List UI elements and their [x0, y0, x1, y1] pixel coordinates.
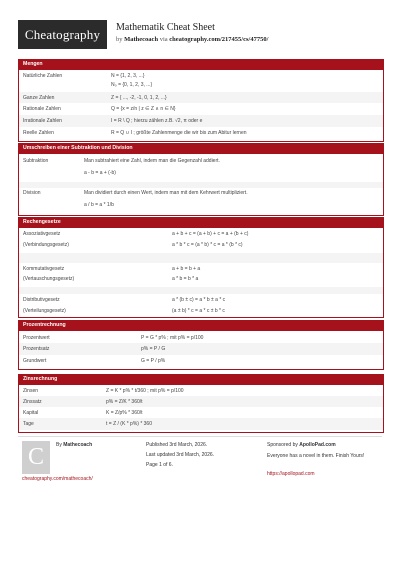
- section-title: Zinsrechnung: [19, 374, 383, 385]
- by-text: by: [116, 36, 123, 43]
- section-umschreiben: [18, 143, 384, 216]
- row-label: (Verbindungsgesetz): [23, 242, 69, 248]
- row-value: P = G * p% ; mit p% = p/100: [141, 335, 204, 341]
- row-value: Z = { ..., -2, -1, 0, 1, 2, ...}: [111, 95, 167, 101]
- row-value: a + b + c = (a + b) + c = a + (b + c): [172, 231, 249, 237]
- section-zinsrechnung: [18, 374, 384, 433]
- row-label: Kapital: [23, 410, 39, 416]
- section-title: Rechengesetze: [19, 217, 383, 228]
- table-row: [19, 407, 383, 418]
- row-label: Subtraktion: [23, 158, 49, 164]
- row-label: Zinsen: [23, 388, 39, 394]
- row-label: Zinssatz: [23, 399, 42, 405]
- section-rechengesetze: [18, 217, 384, 318]
- row-value: Man dividiert durch einen Wert, indem man mit dem Kehrwert multipliziert.: [84, 190, 248, 196]
- row-value: Man subtrahiert eine Zahl, indem man die Gegenzahl addiert.: [84, 158, 220, 164]
- author-name[interactable]: Mathecoach: [63, 442, 93, 448]
- section-prozentrechnung: [18, 320, 384, 370]
- row-value: I = R \ Q ; hierzu zählen z.B. √2, π oder e: [111, 118, 203, 124]
- row-value: p% = Z/K * 360/t: [106, 399, 143, 405]
- row-label: Reelle Zahlen: [23, 130, 54, 136]
- footer-byline: [56, 442, 92, 448]
- row-label: Rationale Zahlen: [23, 106, 61, 112]
- row-value: N = {1, 2, 3, ...}: [111, 73, 145, 79]
- table-row: [19, 343, 383, 355]
- table-row: [19, 70, 383, 81]
- table-row: [19, 228, 383, 239]
- cheatography-logo[interactable]: Cheatography: [18, 20, 107, 49]
- row-value: a * b = b * a: [172, 276, 199, 282]
- sponsor-name[interactable]: ApolloPad.com: [299, 442, 336, 448]
- row-label: Kommutativgesetz: [23, 266, 65, 272]
- via-text: via: [159, 36, 168, 43]
- author-profile-link[interactable]: cheatography.com/mathecoach/: [22, 476, 93, 482]
- row-label: Ganze Zahlen: [23, 95, 55, 101]
- table-row: [19, 188, 383, 215]
- table-row: [19, 331, 383, 343]
- section-title: Umschreiben einer Subtraktion und Division: [19, 143, 383, 154]
- table-row: [19, 81, 383, 92]
- sponsor-line: [267, 442, 336, 448]
- section-title: Prozentrechnung: [19, 320, 383, 331]
- table-row: [19, 127, 383, 139]
- row-label: Natürliche Zahlen: [23, 73, 63, 79]
- row-value: t = Z / (K * p%) * 360: [106, 421, 152, 427]
- row-value: N₀ = {0, 1, 2, 3, ...}: [111, 82, 153, 88]
- table-row: [19, 396, 383, 407]
- table-row: [19, 92, 383, 103]
- table-row: [19, 355, 383, 367]
- page-number: Page 1 of 6.: [146, 462, 173, 468]
- table-row: [19, 154, 383, 182]
- by-text: By: [56, 442, 62, 448]
- sponsor-text: Everyone has a novel in them. Finish Yours!: [267, 453, 365, 459]
- updated-date: Last updated 3rd March, 2026.: [146, 452, 215, 458]
- row-value: Q = {x = z/n | z ∈ Z ∧ n ∈ N}: [111, 106, 176, 112]
- sponsor-prefix: Sponsored by: [267, 442, 298, 448]
- row-value: a * (b ± c) = a * b ± a * c: [172, 297, 226, 303]
- row-label: Irrationale Zahlen: [23, 118, 62, 124]
- row-value: R = Q ∪ I ; größte Zahlenmenge die wir bis zum Abitur lernen: [111, 130, 247, 136]
- row-value: Z = K * p% * t/360 ; mit p% = p/100: [106, 388, 184, 394]
- row-formula: a / b = a * 1/b: [84, 202, 114, 208]
- row-formula: a - b = a + (-b): [84, 170, 116, 176]
- table-row: [19, 263, 383, 274]
- row-value: a + b = b + a: [172, 266, 201, 272]
- row-value: K = Z/p% * 360/t: [106, 410, 143, 416]
- avatar: C: [22, 441, 50, 474]
- table-row: [19, 305, 383, 317]
- page-header: [18, 20, 382, 50]
- row-value: a * b * c = (a * b) * c = a * (b * c): [172, 242, 243, 248]
- sheet-url-link[interactable]: cheatography.com/217455/cs/47750/: [169, 36, 269, 43]
- row-label: Tage: [23, 421, 34, 427]
- row-label: (Vertauschungsgesetz): [23, 276, 75, 282]
- table-row: [19, 418, 383, 430]
- row-label: Assoziativgesetz: [23, 231, 61, 237]
- page-title: Mathematik Cheat Sheet: [116, 22, 215, 33]
- table-row: [19, 115, 383, 127]
- author-link[interactable]: Mathecoach: [124, 36, 159, 43]
- row-label: Prozentsatz: [23, 346, 50, 352]
- table-row: [19, 103, 383, 115]
- sponsor-link[interactable]: https://apollopad.com: [267, 471, 315, 477]
- row-value: G = P / p%: [141, 358, 166, 364]
- row-value: p% = P / G: [141, 346, 166, 352]
- row-label: Prozentwert: [23, 335, 50, 341]
- row-label: Division: [23, 190, 41, 196]
- row-label: Grundwert: [23, 358, 47, 364]
- page-footer: [18, 436, 382, 487]
- table-row: [19, 294, 383, 305]
- table-row: [19, 253, 383, 263]
- published-date: Published 3rd March, 2026.: [146, 442, 208, 448]
- page-subtitle: [116, 36, 268, 43]
- row-label: (Verteilungsgesetz): [23, 308, 66, 314]
- table-row: [19, 239, 383, 253]
- table-row: [19, 274, 383, 287]
- table-row: [19, 385, 383, 396]
- row-value: (a ± b) * c = a * c ± b * c: [172, 308, 225, 314]
- table-row: [19, 287, 383, 294]
- section-mengen: [18, 59, 384, 142]
- row-label: Distributivgesetz: [23, 297, 60, 303]
- section-title: Mengen: [19, 59, 383, 70]
